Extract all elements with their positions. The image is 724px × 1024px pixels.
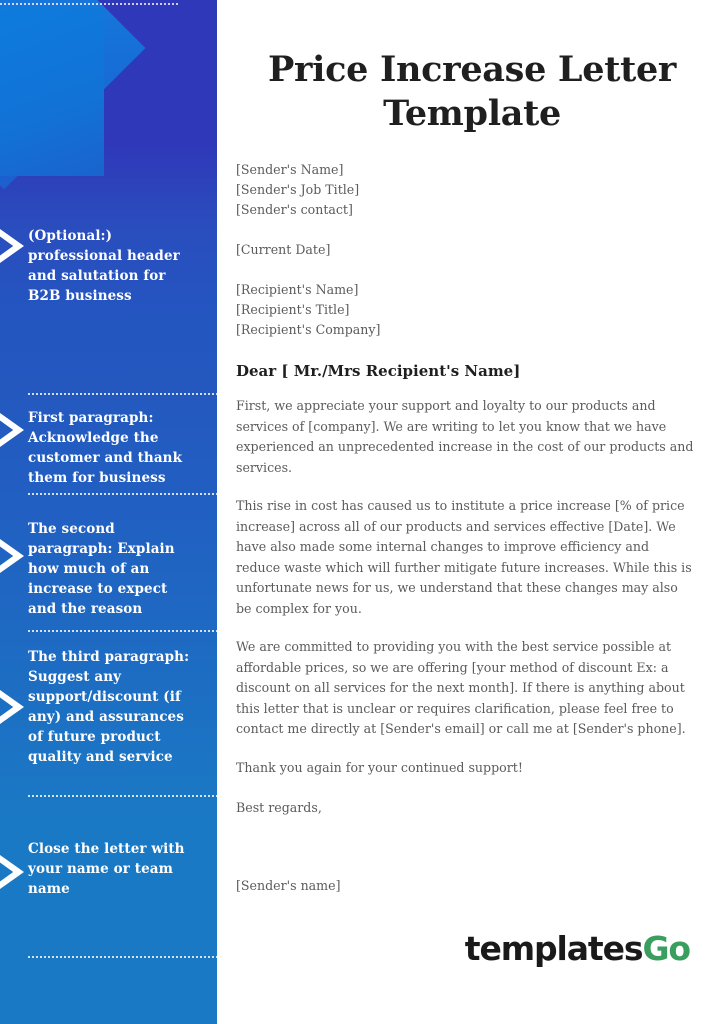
sender-name: [Sender's Name]: [236, 162, 344, 177]
recipient-name: [Recipient's Name]: [236, 282, 359, 297]
pointer-arrow-icon-1: [0, 229, 24, 263]
spacer-before-signoff: [236, 778, 696, 798]
letter-content-area: [222, 0, 724, 1024]
logo-accent-text: Go: [642, 929, 690, 968]
pointer-arrow-icon-3: [0, 539, 24, 573]
sidebar-separator-4: [28, 795, 217, 797]
recipient-title: [Recipient's Title]: [236, 302, 350, 317]
pointer-arrow-icon-4: [0, 690, 24, 724]
spacer-after-date: [236, 260, 696, 280]
sidebar-note-third-paragraph: The third paragraph: Suggest any support/discount (if any) and assurances of future product quality and service: [28, 649, 190, 765]
body-paragraph-3: We are committed to providing you with the best service possible at affordable prices, so we are offering [your method of discount Ex: a discount on all services for the next month]. If there is anything about this letter that is unclear or requires clarification, please feel free to contact me directly at [Sender's email] or call me at [Sender's phone].: [236, 639, 686, 736]
signature-space: [236, 818, 696, 876]
sender-contact: [Sender's contact]: [236, 202, 353, 217]
sidebar-separator-2: [28, 493, 217, 495]
sidebar-separator-1: [28, 393, 217, 395]
body-paragraph-1: First, we appreciate your support and loyalty to our products and services of [company]. We are writing to let you know that we have experienced an unprecedented increase in the cost of our products and services.: [236, 398, 694, 475]
sidebar-separator-5: [28, 956, 217, 958]
current-date: [Current Date]: [236, 242, 331, 257]
signature-name: [Sender's name]: [236, 877, 341, 893]
salutation: Dear [ Mr./Mrs Recipient's Name]: [236, 362, 521, 380]
thanks-line: Thank you again for your continued support!: [236, 759, 523, 775]
pointer-arrow-icon-2: [0, 413, 24, 447]
spacer-after-sender: [236, 220, 696, 240]
sender-job-title: [Sender's Job Title]: [236, 182, 360, 197]
annotation-sidebar: [0, 0, 217, 1024]
pointer-arrow-icon-5: [0, 855, 24, 889]
sign-off: Best regards,: [236, 799, 322, 815]
sidebar-note-first-paragraph: First paragraph: Acknowledge the customer and thank them for business: [28, 410, 183, 486]
sidebar-note-header-salutation: (Optional:) professional header and salutation for B2B business: [28, 228, 180, 304]
page-title: Price Increase Letter Template: [267, 49, 677, 134]
sidebar-notes-list: [0, 0, 217, 1024]
recipient-company: [Recipient's Company]: [236, 322, 381, 337]
templatesgo-logo: [465, 929, 690, 968]
body-paragraph-2: This rise in cost has caused us to institute a price increase [% of price increase] across all of our products and services effective [Date]. We have also made some internal changes to improve efficiency and reduce waste which will further mitigate future increases. While this is unfortunate news for us, we understand that these changes may also be complex for you.: [236, 498, 692, 616]
sidebar-note-closing: Close the letter with your name or team name: [28, 841, 185, 897]
sidebar-note-second-paragraph: The second paragraph: Explain how much of an increase to expect and the reason: [28, 521, 175, 617]
sidebar-separator-3: [28, 630, 217, 632]
letter-body: [236, 160, 696, 896]
spacer-before-salutation: [236, 340, 696, 360]
logo-main-text: templates: [464, 929, 643, 968]
